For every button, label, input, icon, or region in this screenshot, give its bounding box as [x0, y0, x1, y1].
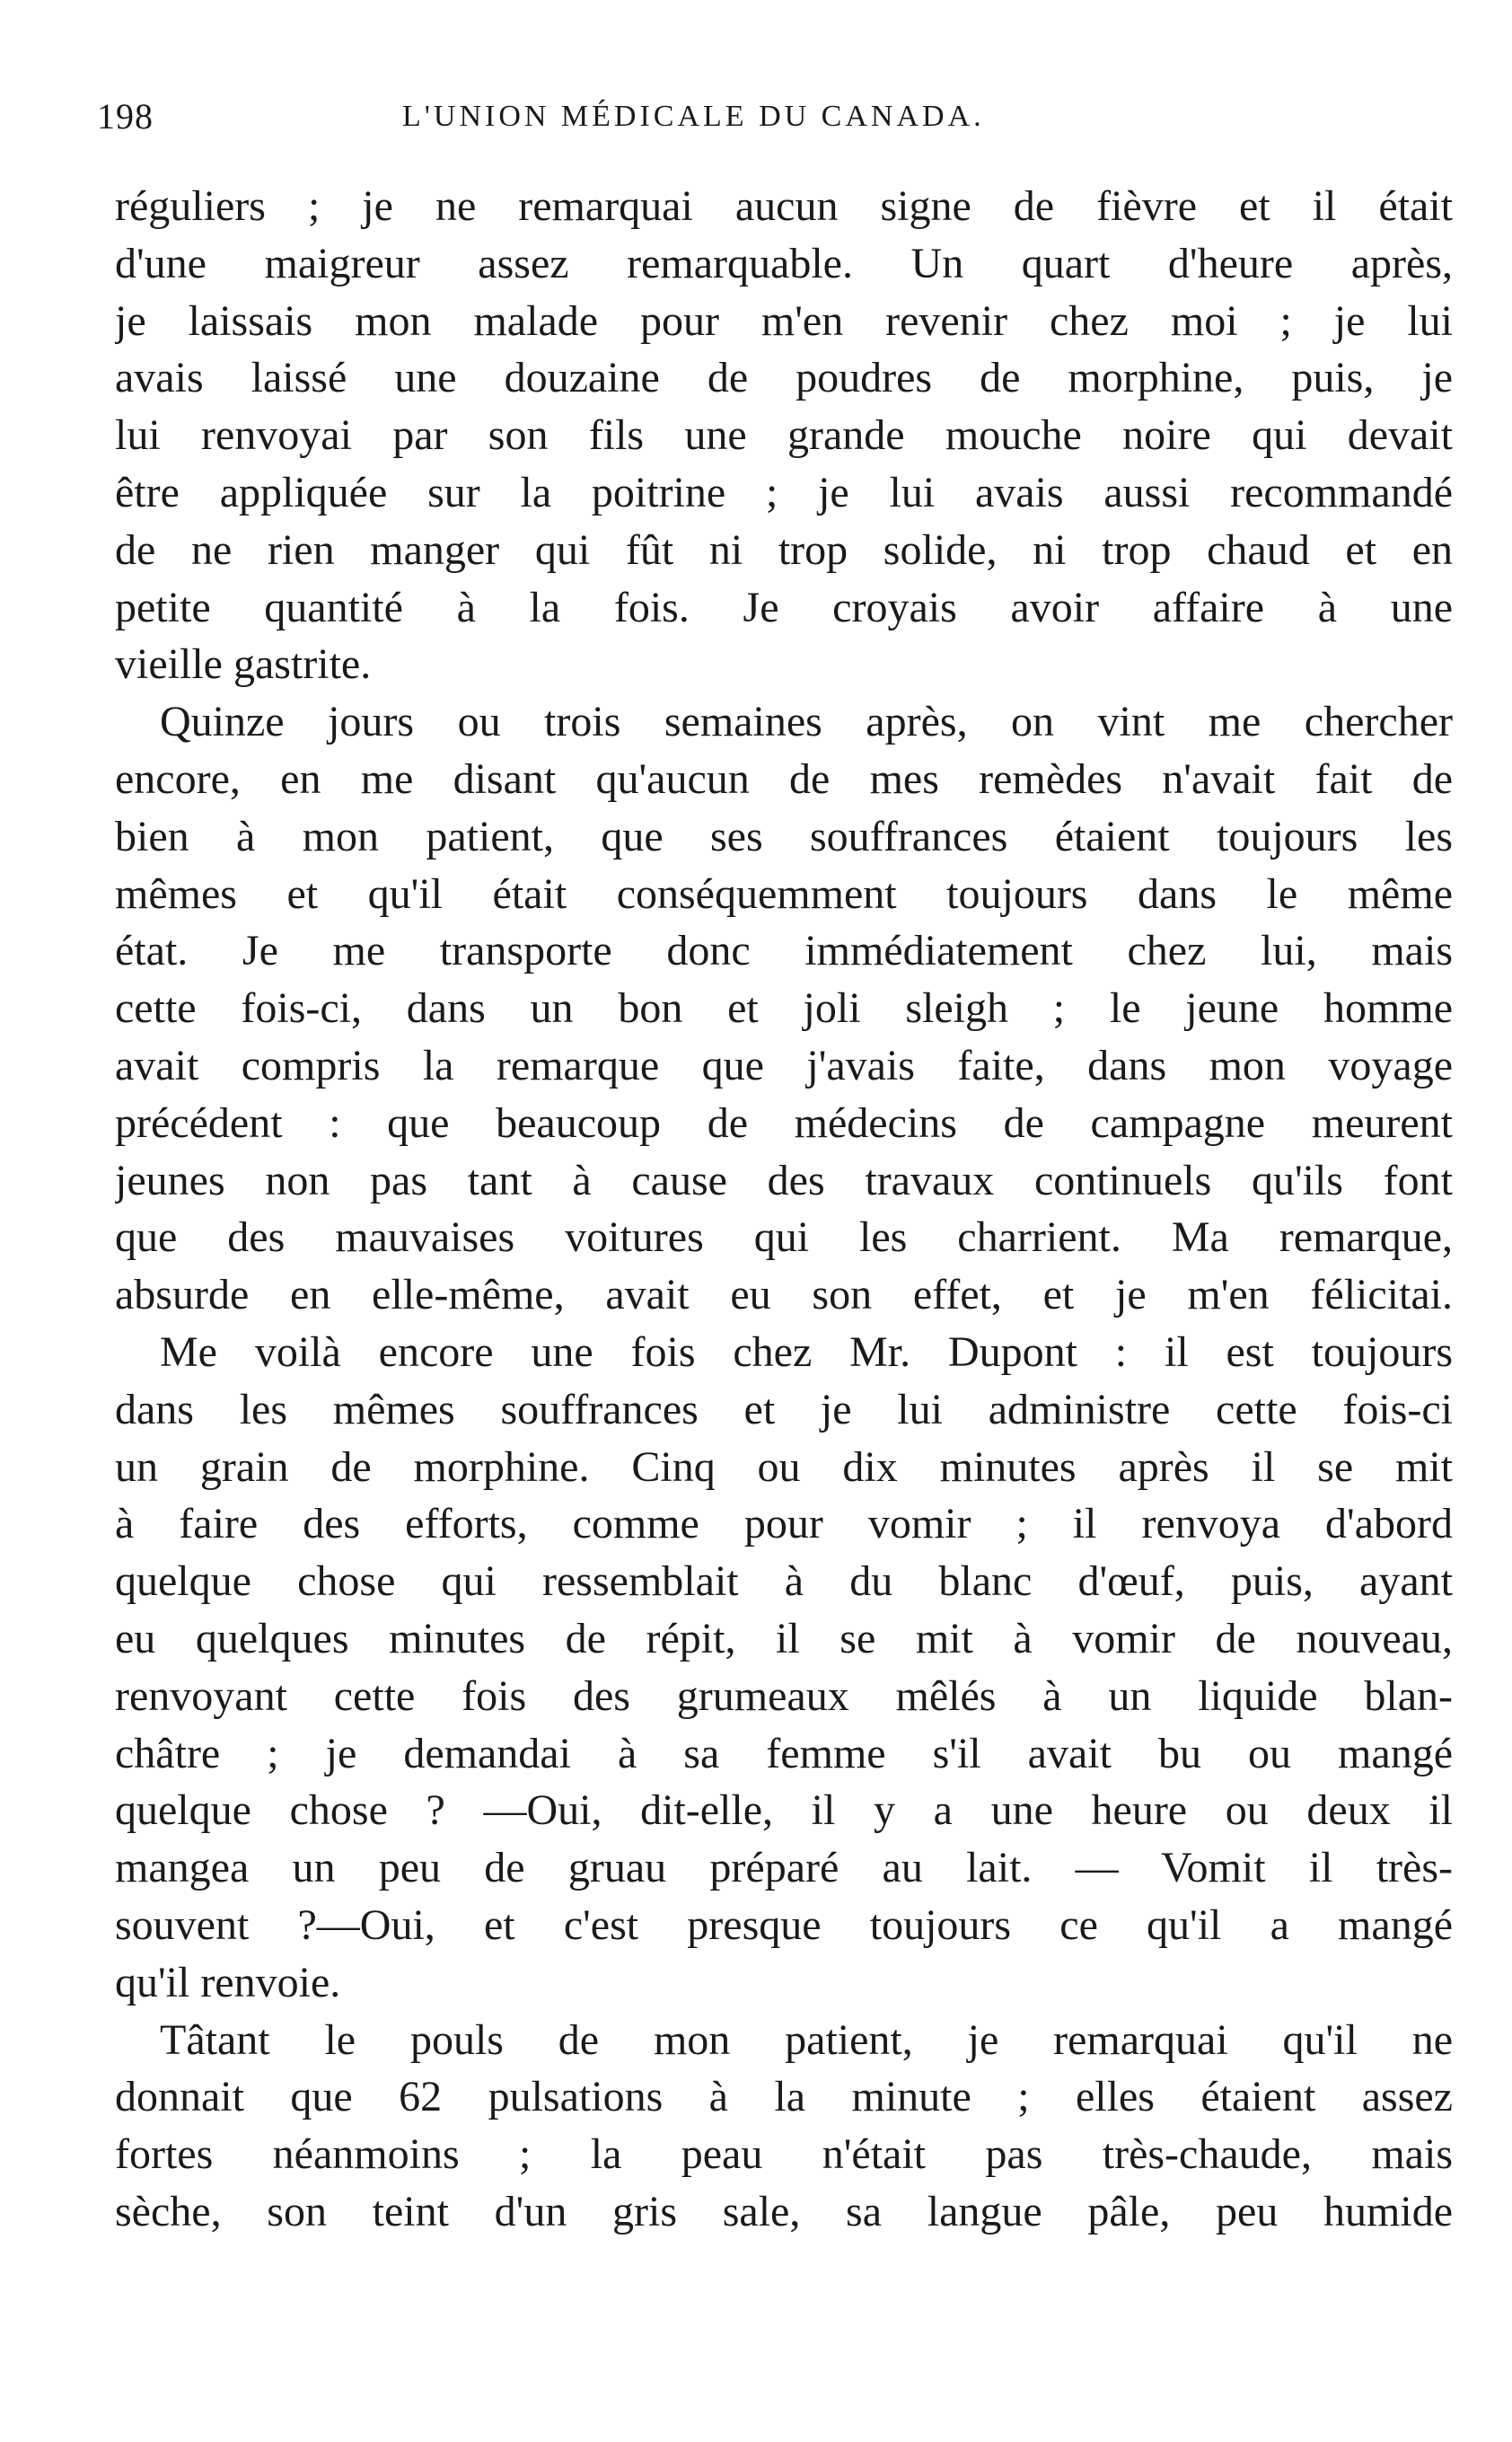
text-line: eu quelques minutes de répit, il se mit à vomir de nouveau,	[115, 1614, 1453, 1662]
text-line: lui renvoyai par son fils une grande mouche noire qui devait	[115, 411, 1453, 460]
text-line: Tâtant le pouls de mon patient, je remarquai qu'il ne	[160, 2015, 1453, 2064]
text-line: un grain de morphine. Cinq ou dix minutes après il se mit	[115, 1442, 1453, 1491]
text-line: état. Je me transporte donc immédiatement chez lui, mais	[115, 927, 1453, 975]
running-head	[97, 90, 1435, 144]
text-line: Me voilà encore une fois chez Mr. Dupont : il est toujours	[160, 1327, 1453, 1376]
text-line: petite quantité à la fois. Je croyais avoir affaire à une	[115, 583, 1453, 631]
page-number: 198	[97, 96, 154, 137]
text-line: à faire des efforts, comme pour vomir ; il renvoya d'abord	[115, 1500, 1453, 1548]
text-line: précédent : que beaucoup de médecins de campagne meurent	[115, 1098, 1453, 1147]
text-line: dans les mêmes souffrances et je lui administre cette fois-ci	[115, 1385, 1453, 1433]
text-line: donnait que 62 pulsations à la minute ; elles étaient assez	[115, 2073, 1453, 2121]
text-line: je laissais mon malade pour m'en revenir chez moi ; je lui	[115, 296, 1453, 345]
paragraph-4	[115, 2012, 1453, 2241]
text-line: absurde en elle-même, avait eu son effet, et je m'en félicitai.	[115, 1271, 1453, 1319]
text-line: renvoyant cette fois des grumeaux mêlés à un liquide blan-	[115, 1671, 1453, 1720]
text-line: quelque chose ? —Oui, dit-elle, il y a une heure ou deux il	[115, 1786, 1453, 1835]
text-line: être appliquée sur la poitrine ; je lui avais aussi recommandé	[115, 468, 1453, 516]
text-line: souvent ?—Oui, et c'est presque toujours ce qu'il a mangé	[115, 1900, 1453, 1949]
text-line: d'une maigreur assez remarquable. Un quart d'heure après,	[115, 239, 1453, 287]
text-line: Quinze jours ou trois semaines après, on vint me chercher	[160, 698, 1453, 746]
paragraph-1	[115, 178, 1453, 693]
text-line: de ne rien manger qui fût ni trop solide, ni trop chaud et en	[115, 525, 1453, 574]
text-line: vieille gastrite.	[115, 640, 372, 689]
text-line: châtre ; je demandai à sa femme s'il avait bu ou mangé	[115, 1729, 1453, 1777]
text-line: sèche, son teint d'un gris sale, sa langue pâle, peu humide	[115, 2187, 1453, 2235]
text-line: avait compris la remarque que j'avais faite, dans mon voyage	[115, 1041, 1453, 1089]
text-line: bien à mon patient, que ses souffrances étaient toujours les	[115, 812, 1453, 860]
text-line: fortes néanmoins ; la peau n'était pas très-chaude, mais	[115, 2130, 1453, 2179]
text-line: mangea un peu de gruau préparé au lait. — Vomit il très-	[115, 1844, 1453, 1892]
text-line: encore, en me disant qu'aucun de mes remèdes n'avait fait de	[115, 754, 1453, 803]
paragraph-3	[115, 1324, 1453, 2012]
text-line: jeunes non pas tant à cause des travaux continuels qu'ils font	[115, 1156, 1453, 1204]
text-line: quelque chose qui ressemblait à du blanc d'œuf, puis, ayant	[115, 1557, 1453, 1606]
body-text	[115, 178, 1453, 2241]
paragraph-2	[115, 693, 1453, 1324]
text-line: réguliers ; je ne remarquai aucun signe de fièvre et il était	[115, 182, 1453, 230]
text-line: que des mauvaises voitures qui les charrient. Ma remarque,	[115, 1213, 1453, 1262]
text-line: cette fois-ci, dans un bon et joli sleigh ; le jeune homme	[115, 984, 1453, 1033]
text-line: qu'il renvoie.	[115, 1958, 341, 2006]
text-line: avais laissé une douzaine de poudres de morphine, puis, je	[115, 354, 1453, 402]
text-line: mêmes et qu'il était conséquemment toujours dans le même	[115, 869, 1453, 918]
journal-title: L'UNION MÉDICALE DU CANADA.	[402, 100, 985, 133]
